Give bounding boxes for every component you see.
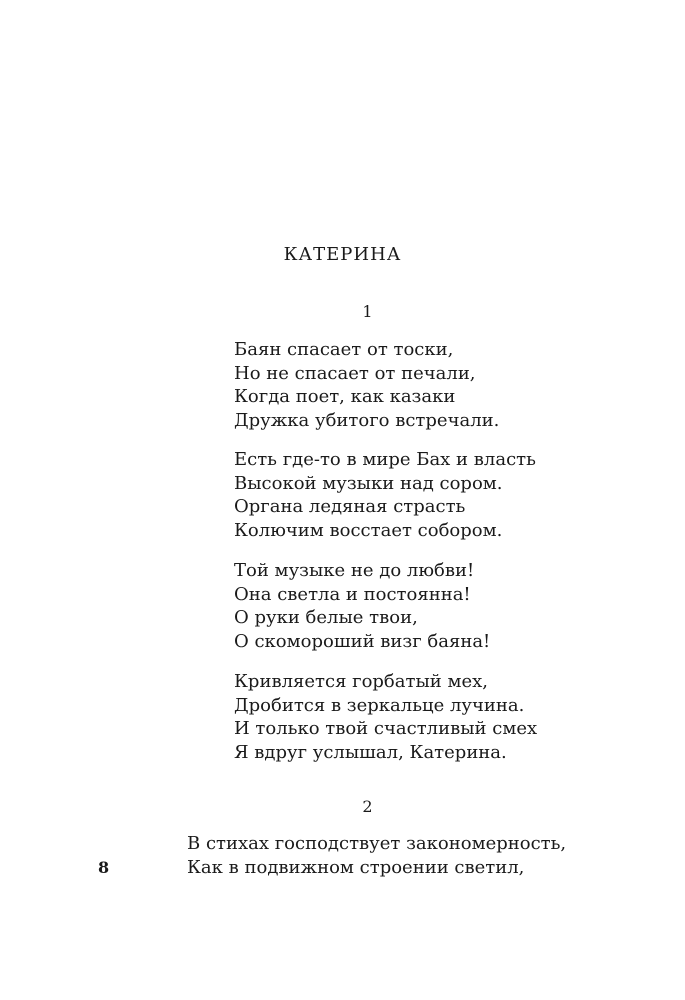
verse-line: Когда поет, как казаки	[234, 386, 456, 407]
verse-line: Я вдруг услышал, Катерина.	[234, 741, 507, 763]
verse-line: Как в подвижном строении светил,	[187, 857, 525, 878]
verse-line: Есть где-то в мире Бах и власть	[234, 449, 536, 470]
verse-line: Высокой музыки над сором.	[234, 472, 503, 494]
verse-line: Баян спасает от тоски,	[234, 339, 454, 360]
verse-line: Кривляется горбатый мех,	[234, 671, 489, 692]
verse-line: Колючим восстает собором.	[234, 519, 503, 541]
verse-line: И только твой счастливый смех	[234, 718, 538, 739]
page-number: 8	[98, 858, 110, 877]
verse-line: О руки белые твои,	[234, 607, 418, 628]
verse-line: Органа ледяная страсть	[234, 496, 466, 517]
verse-line: О скоморoший визг баяна!	[234, 630, 491, 652]
stanza-2	[234, 448, 654, 542]
verse-line: Той музыке не до любви!	[234, 560, 475, 581]
section-number-1: 1	[362, 302, 373, 321]
stanza-3	[234, 559, 654, 653]
verse-line: Она светла и постоянна!	[234, 583, 471, 605]
poem-title: КАТЕРИНА	[283, 244, 402, 265]
stanza-4	[234, 670, 654, 764]
verse-line: Но не спасает от печали,	[234, 362, 476, 384]
verse-line: В стихах господствует закономерность,	[187, 833, 567, 854]
verse-line: Дробится в зеркальце лучина.	[234, 694, 525, 716]
verse-line: Дружка убитого встречали.	[234, 409, 500, 431]
stanza-1	[234, 338, 654, 432]
stanza-5	[187, 832, 647, 880]
section-number-2: 2	[362, 797, 373, 816]
